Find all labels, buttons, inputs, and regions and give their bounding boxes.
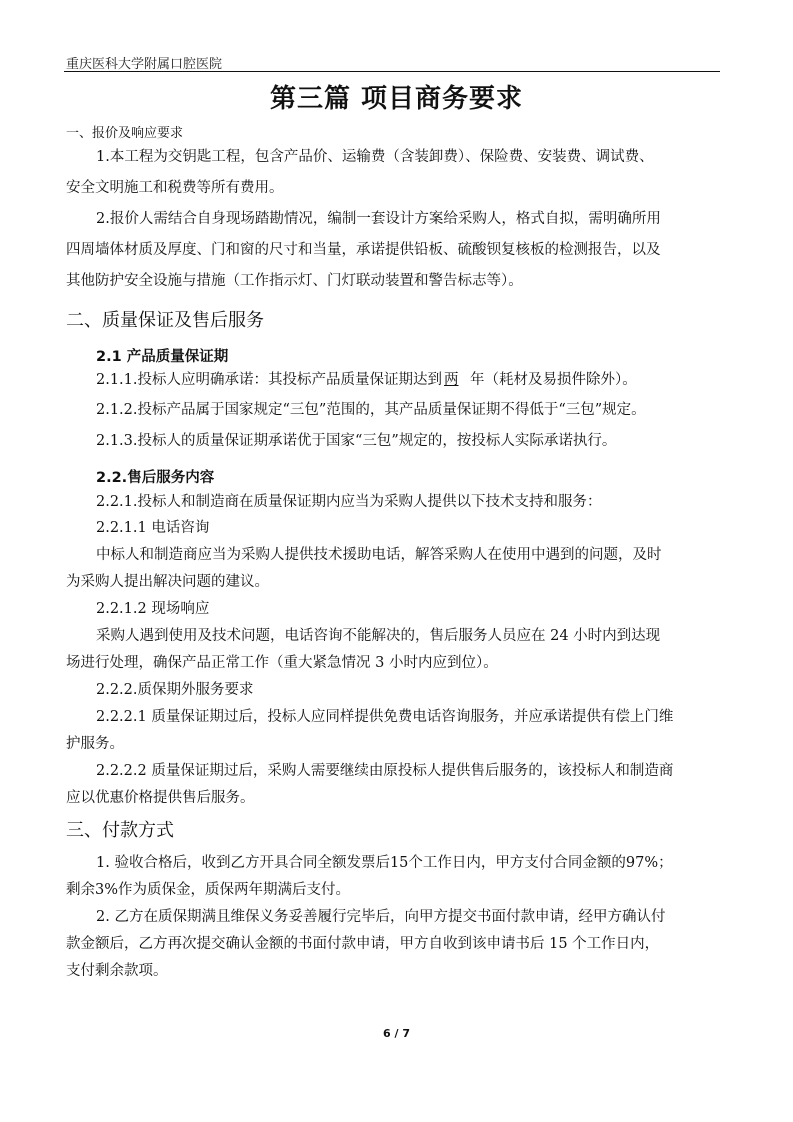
warranty-years-value: 两 [444,372,459,388]
paragraph: 2. 乙方在质保期满且维保义务妥善履行完毕后，向甲方提交书面付款申请，经甲方确认付 [96,909,666,925]
header-org-name: 重庆医科大学附属口腔医院 [66,57,223,72]
paragraph: 其他防护安全设施与措施（工作指示灯、门灯联动装置和警告标志等）。 [66,273,523,289]
paragraph: 2.2.2.1 质量保证期过后，投标人应同样提供免费电话咨询服务，并应承诺提供有偿上门维 [96,709,674,725]
paragraph: 1. 验收合格后，收到乙方开具合同全额发票后15个工作日内，甲方支付合同金额的97%； [96,855,673,871]
text-segment: 年（耗材及易损件除外）。 [470,372,637,388]
paragraph: 四周墙体材质及厚度、门和窗的尺寸和当量，承诺提供铅板、硫酸钡复核板的检测报告，以及 [66,242,661,258]
section-3-heading: 三、付款方式 [66,820,174,841]
page-number: 6 / 7 [383,1027,410,1040]
paragraph: 场进行处理，确保产品正常工作（重大紧急情况 3 小时内应到位）。 [66,655,498,671]
paragraph: 支付剩余款项。 [66,963,168,979]
text-segment: 2.1.1.投标人应明确承诺：其投标产品质量保证期达到 [96,372,443,388]
paragraph: 2.1.3.投标人的质量保证期承诺优于国家“三包”规定的，按投标人实际承诺执行。 [96,433,617,449]
paragraph: 2.2.2.2 质量保证期过后，采购人需要继续由原投标人提供售后服务的，该投标人和制造商 [96,763,674,779]
paragraph: 2.2.2.质保期外服务要求 [96,682,254,698]
paragraph: 剩余3%作为质保金，质保两年期满后支付。 [66,882,351,898]
paragraph [96,370,637,390]
paragraph: 安全文明施工和税费等所有费用。 [66,180,284,196]
paragraph: 中标人和制造商应当为采购人提供技术援助电话，解答采购人在使用中遇到的问题，及时 [96,547,662,563]
subsection-heading: 2.1 产品质量保证期 [96,349,229,365]
section-1-heading: 一、报价及响应要求 [66,126,184,141]
paragraph: 2.报价人需结合自身现场踏勘情况，编制一套设计方案给采购人，格式自拟，需明确所用 [96,211,661,227]
subsection-heading: 2.2.售后服务内容 [96,470,215,486]
paragraph: 采购人遇到使用及技术问题，电话咨询不能解决的，售后服务人员应在 24 小时内到达现 [96,628,661,644]
paragraph: 护服务。 [66,736,124,752]
paragraph: 款金额后，乙方再次提交确认金额的书面付款申请，甲方自收到该申请书后 15 个工作日内， [66,936,660,952]
header-divider [64,71,720,72]
section-2-heading: 二、质量保证及售后服务 [66,310,264,331]
paragraph: 2.1.2.投标产品属于国家规定“三包”范围的，其产品质量保证期不得低于“三包”规定。 [96,402,646,418]
paragraph: 为采购人提出解决问题的建议。 [66,574,269,590]
paragraph: 应以优惠价格提供售后服务。 [66,790,255,806]
paragraph: 2.2.1.1 电话咨询 [96,520,210,536]
paragraph: 2.2.1.投标人和制造商在质量保证期内应当为采购人提供以下技术支持和服务： [96,494,602,510]
paragraph: 2.2.1.2 现场响应 [96,601,210,617]
page-title: 第三篇 项目商务要求 [269,84,524,114]
paragraph: 1.本工程为交钥匙工程，包含产品价、运输费（含装卸费）、保险费、安装费、调试费、 [96,149,654,165]
